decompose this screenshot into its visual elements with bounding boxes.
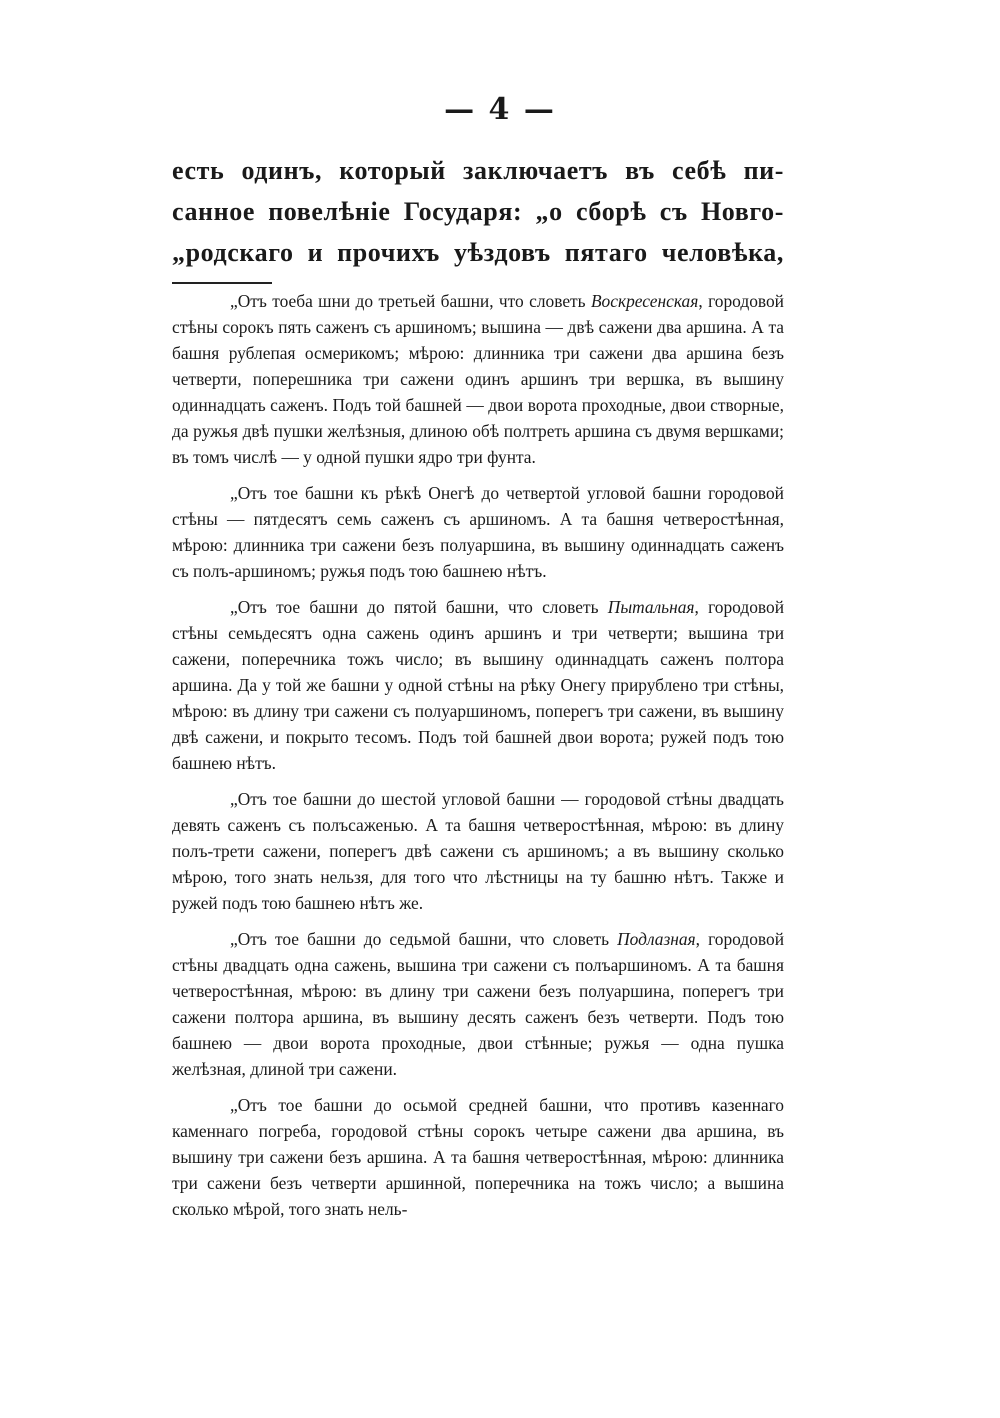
footnote-paragraph xyxy=(172,480,784,584)
footnote xyxy=(172,288,784,1222)
footnote-text: „Отъ тое башни до осьмой средней башни, что противъ казеннаго каменнаго погреба, городовой стѣны сорокъ четыре сажени два аршина, въ вышину три сажени безъ аршина. А та башня четверостѣнная, мѣрою: длинника три сажени безъ четверти аршинной, поперечника на тожъ число; а вышина сколько мѣрой, того знать нель- xyxy=(172,1095,784,1219)
tower-name: Пытальная xyxy=(607,597,695,617)
footnote-paragraph xyxy=(172,594,784,776)
footnote-text: , городовой стѣны сорокъ пять саженъ съ аршиномъ; вышина — двѣ сажени два аршина. А та башня рублепая осмерикомъ; мѣрою: длинника три сажени два аршина безъ четверти, поперешника три сажени одинъ аршинъ три вершка, въ вышину одиннадцать саженъ. Подъ той башней — двои ворота проходные, двои створные, да ружья двѣ пушки желѣзныя, длиною обѣ полтреть аршина съ двумя вершками; въ томъ числѣ — у одной пушки ядро три фунта. xyxy=(172,291,784,467)
footnote-text: „Отъ тое башни къ рѣкѣ Онегѣ до четвертой угловой башни городовой стѣны — пятдесятъ семь саженъ съ аршиномъ. А та башня четверостѣнная, мѣрою: длинника три сажени безъ полуаршина, въ вышину одиннадцать саженъ съ полъ-аршиномъ; ружья подъ тою башнею нѣтъ. xyxy=(172,483,784,581)
footnote-text: , городовой стѣны семьдесятъ одна сажень одинъ аршинъ и три четверти; вышина три сажени, поперечника тожъ число; въ вышину одиннадцать саженъ полтора аршина. Да у той же башни у одной стѣны на рѣку Онегу прирублено три стѣны, мѣрою: въ длину три сажени съ полуаршиномъ, поперегъ три сажени, въ вышину двѣ сажени, и покрыто тесомъ. Подъ той башней двои ворота; ружей подъ тою башнею нѣтъ. xyxy=(172,597,784,773)
footnote-separator xyxy=(172,282,272,284)
main-text-line: санное повелѣніе Государя: „о сборѣ съ Новго- xyxy=(172,197,784,226)
tower-name: Воскресенская xyxy=(590,291,699,311)
main-text-line: „родскаго и прочихъ уѣздовъ пятаго человѣка, xyxy=(172,238,784,267)
footnote-text: , городовой стѣны двадцать одна сажень, вышина три сажени съ полъаршиномъ. А та башня четверостѣнная, мѣрою: въ длину три сажени безъ полуаршина, поперегъ три сажени полтора аршина, въ вышину десять саженъ безъ четверти. Подъ тою башнею — двои ворота проходные, двои стѣнные; ружья — одна пушка желѣзная, длиной три сажени. xyxy=(172,929,785,1079)
footnote-text: „Отъ тоеба шни до третьей башни, что словеть xyxy=(230,291,591,311)
main-text xyxy=(172,150,784,273)
footnote-text: „Отъ тое башни до шестой угловой башни — городовой стѣны двадцать девять саженъ съ полъсаженью. А та башня четверостѣнная, мѣрою: въ длину полъ-трети сажени, поперегъ двѣ сажени съ аршиномъ; а въ вышину сколько мѣрою, того знать нельзя, для того что лѣстницы на ту башню нѣтъ. Также и ружей подъ тою башнею нѣтъ же. xyxy=(172,789,784,913)
footnote-paragraph xyxy=(172,288,784,470)
footnote-paragraph xyxy=(172,786,784,916)
page-number: — 4 — xyxy=(444,92,556,127)
footnote-text: „Отъ тое башни до седьмой башни, что словеть xyxy=(230,929,618,949)
tower-name: Подлазная xyxy=(617,929,696,949)
main-text-line: есть одинъ, который заключаетъ въ себѣ пи- xyxy=(172,156,784,185)
footnote-paragraph xyxy=(172,926,784,1082)
footnote-text: „Отъ тое башни до пятой башни, что словеть xyxy=(230,597,608,617)
footnote-paragraph xyxy=(172,1092,784,1222)
